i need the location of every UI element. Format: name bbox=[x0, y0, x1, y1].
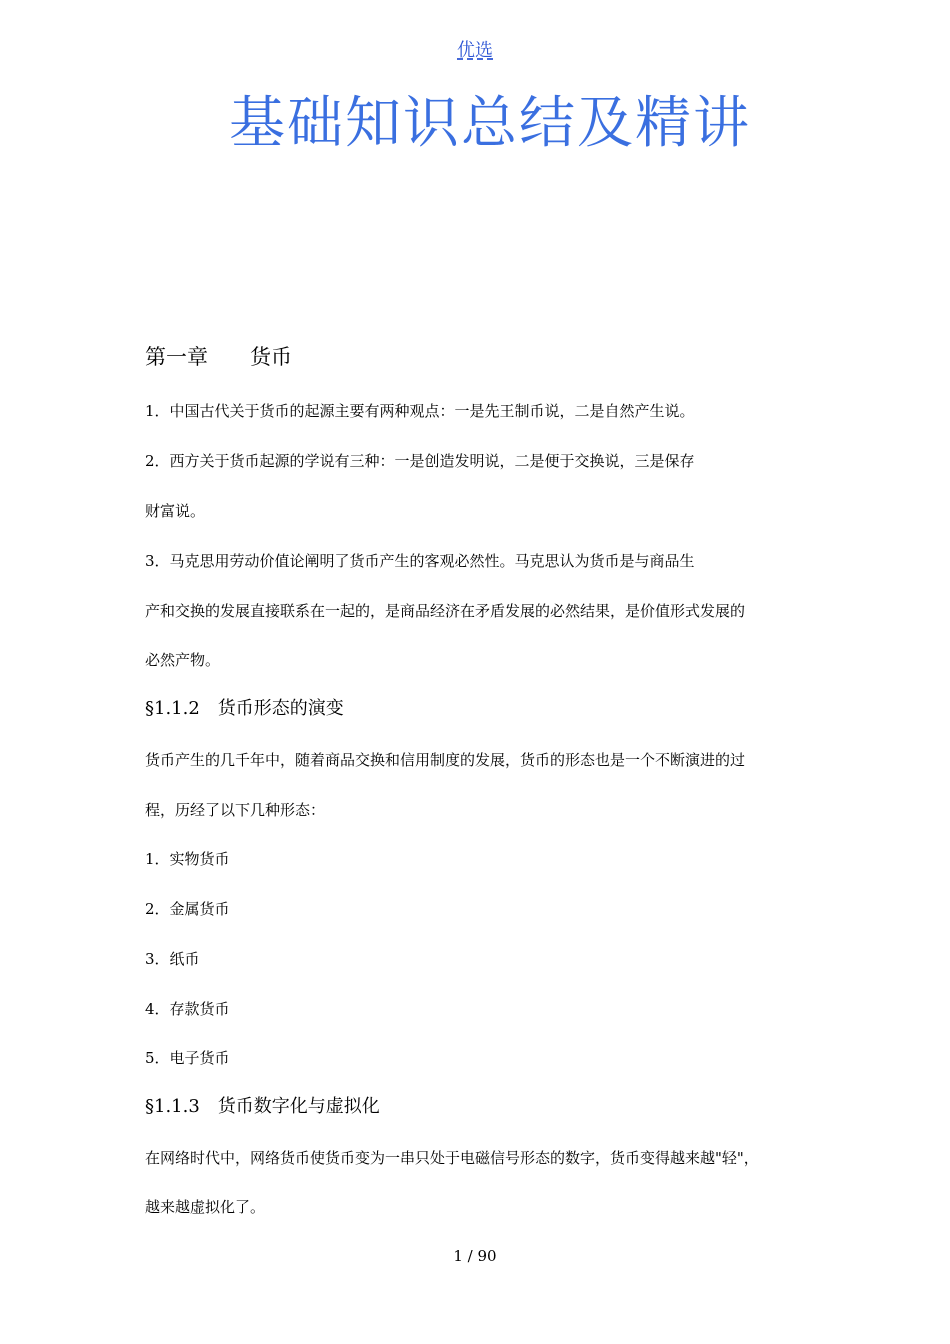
money-form-item: 2．金属货币 bbox=[145, 900, 230, 918]
origin-item-2-line-2: 财富说。 bbox=[145, 502, 206, 520]
origin-item-3-line-2: 产和交换的发展直接联系在一起的，是商品经济在矛盾发展的必然结果，是价值形式发展的 bbox=[145, 602, 746, 620]
virtualization-para-line-1: 在网络时代中，网络货币使货币变为一串只处于电磁信号形态的数字，货币变得越来越"轻"， bbox=[145, 1149, 759, 1167]
section-heading-1-1-3: §1.1.3 货币数字化与虚拟化 bbox=[145, 1096, 380, 1117]
origin-item-1: 1．中国古代关于货币的起源主要有两种观点：一是先王制币说，二是自然产生说。 bbox=[145, 402, 695, 420]
page-number: 1 / 90 bbox=[453, 1247, 497, 1265]
chapter-heading: 第一章 货币 bbox=[145, 345, 292, 369]
virtualization-para-line-2: 越来越虚拟化了。 bbox=[145, 1198, 266, 1216]
origin-item-3-line-1: 3．马克思用劳动价值论阐明了货币产生的客观必然性。马克思认为货币是与商品生 bbox=[145, 552, 695, 570]
money-form-item: 3．纸币 bbox=[145, 950, 200, 968]
money-form-item: 5．电子货币 bbox=[145, 1049, 230, 1067]
money-form-item: 4．存款货币 bbox=[145, 1000, 230, 1018]
header-link-youxuan[interactable] bbox=[0, 38, 950, 64]
evolution-intro-line-1: 货币产生的几千年中，随着商品交换和信用制度的发展，货币的形态也是一个不断演进的过 bbox=[145, 751, 746, 769]
header-link-text[interactable]: 优选 bbox=[457, 40, 493, 61]
money-form-item: 1．实物货币 bbox=[145, 850, 230, 868]
evolution-intro-line-2: 程，历经了以下几种形态： bbox=[145, 801, 326, 819]
origin-item-3-line-3: 必然产物。 bbox=[145, 651, 221, 669]
document-title: 基础知识总结及精讲 bbox=[229, 91, 751, 156]
section-heading-1-1-2: §1.1.2 货币形态的演变 bbox=[145, 698, 344, 719]
origin-item-2-line-1: 2．西方关于货币起源的学说有三种：一是创造发明说，二是便于交换说，三是保存 bbox=[145, 452, 695, 470]
